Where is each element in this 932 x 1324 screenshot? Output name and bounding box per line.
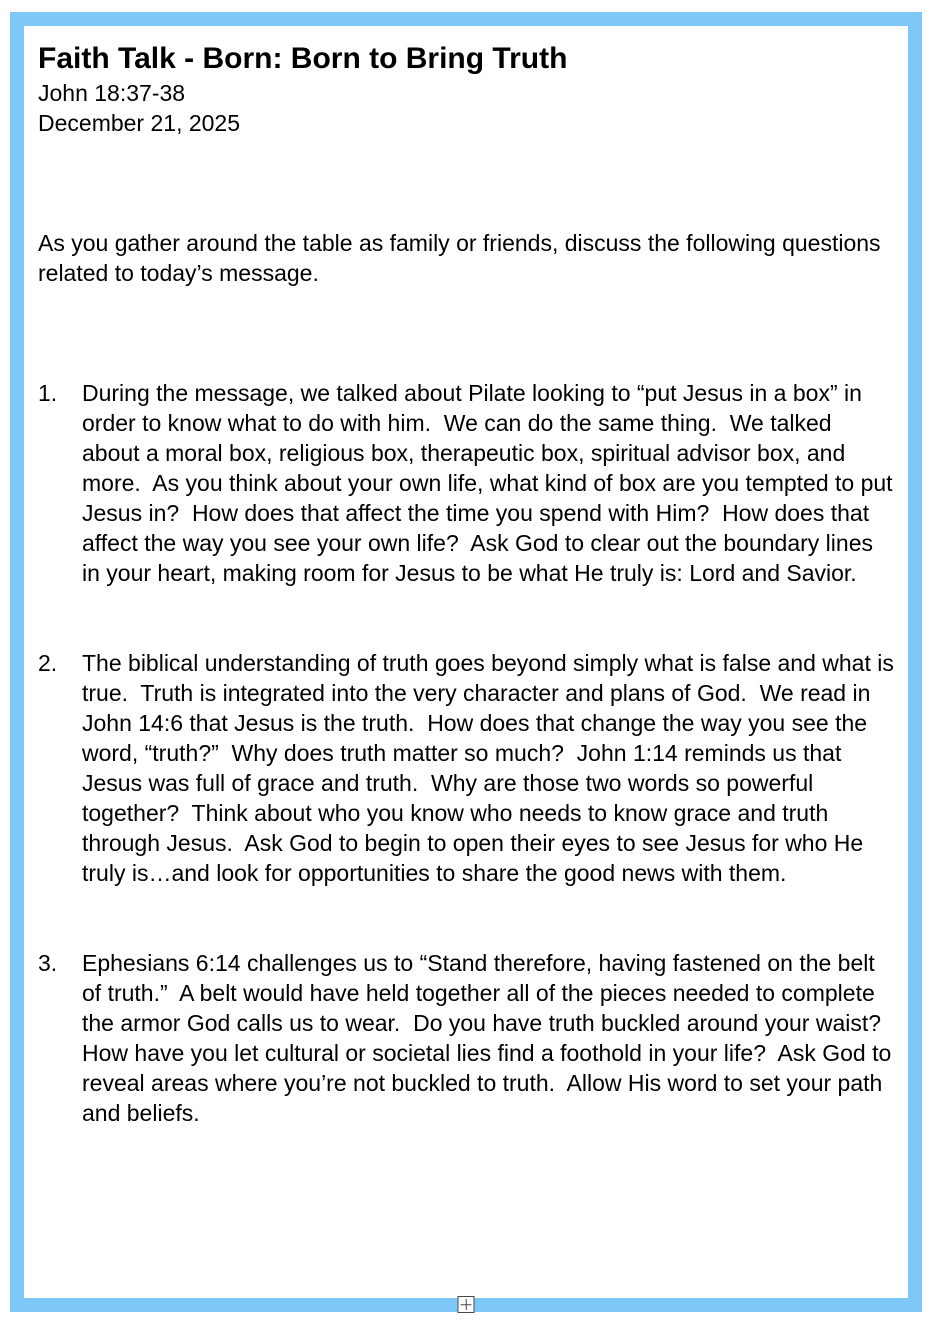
plus-handle-icon[interactable]: [458, 1296, 475, 1313]
document-date: December 21, 2025: [38, 110, 241, 136]
question-text: During the message, we talked about Pilate looking to “put Jesus in a box” in order to know what to do with him. We can do the same thing. We talked about a moral box, religious box, therapeutic box, spiritual advisor box, and more. As you think about your own life, what kind of box are you tempted to put Jesus in? How does that affect the time you spend with Him? How does that affect the way you see your own life? Ask God to clear out the boundary lines in your heart, making room for Jesus to be what He truly is: Lord and Savior.: [82, 380, 899, 586]
question-item-2: [38, 648, 901, 888]
intro-paragraph: As you gather around the table as family or friends, discuss the following questions related to today’s message.: [38, 230, 887, 286]
question-number: 2.: [38, 650, 58, 676]
question-item-3: [38, 948, 898, 1128]
question-number: 1.: [38, 380, 58, 406]
question-item-1: [38, 378, 899, 588]
question-text: Ephesians 6:14 challenges us to “Stand therefore, having fastened on the belt of truth.” A belt would have held together all of the pieces needed to complete the armor God calls us to wear. Do you have truth buckled around your waist? How have you let cultural or societal lies find a foothold in your life? Ask God to reveal areas where you’re not buckled to truth. Allow His word to set your path and beliefs.: [82, 950, 898, 1126]
page-border-frame: [10, 12, 922, 1312]
scripture-reference: John 18:37-38: [38, 80, 186, 106]
page-content: [24, 26, 908, 1128]
question-number: 3.: [38, 950, 58, 976]
page-title: Faith Talk - Born: Born to Bring Truth: [38, 42, 568, 75]
question-text: The biblical understanding of truth goes beyond simply what is false and what is true. Truth is integrated into the very character and plans of God. We read in John 14:6 that Jesus is the truth. How does that change the way you see the word, “truth?” Why does truth matter so much? John 1:14 reminds us that Jesus was full of grace and truth. Why are those two words so powerful together? Think about who you know who needs to know grace and truth through Jesus. Ask God to begin to open their eyes to see Jesus for who He truly is…and look for opportunities to share the good news with them.: [82, 650, 901, 886]
